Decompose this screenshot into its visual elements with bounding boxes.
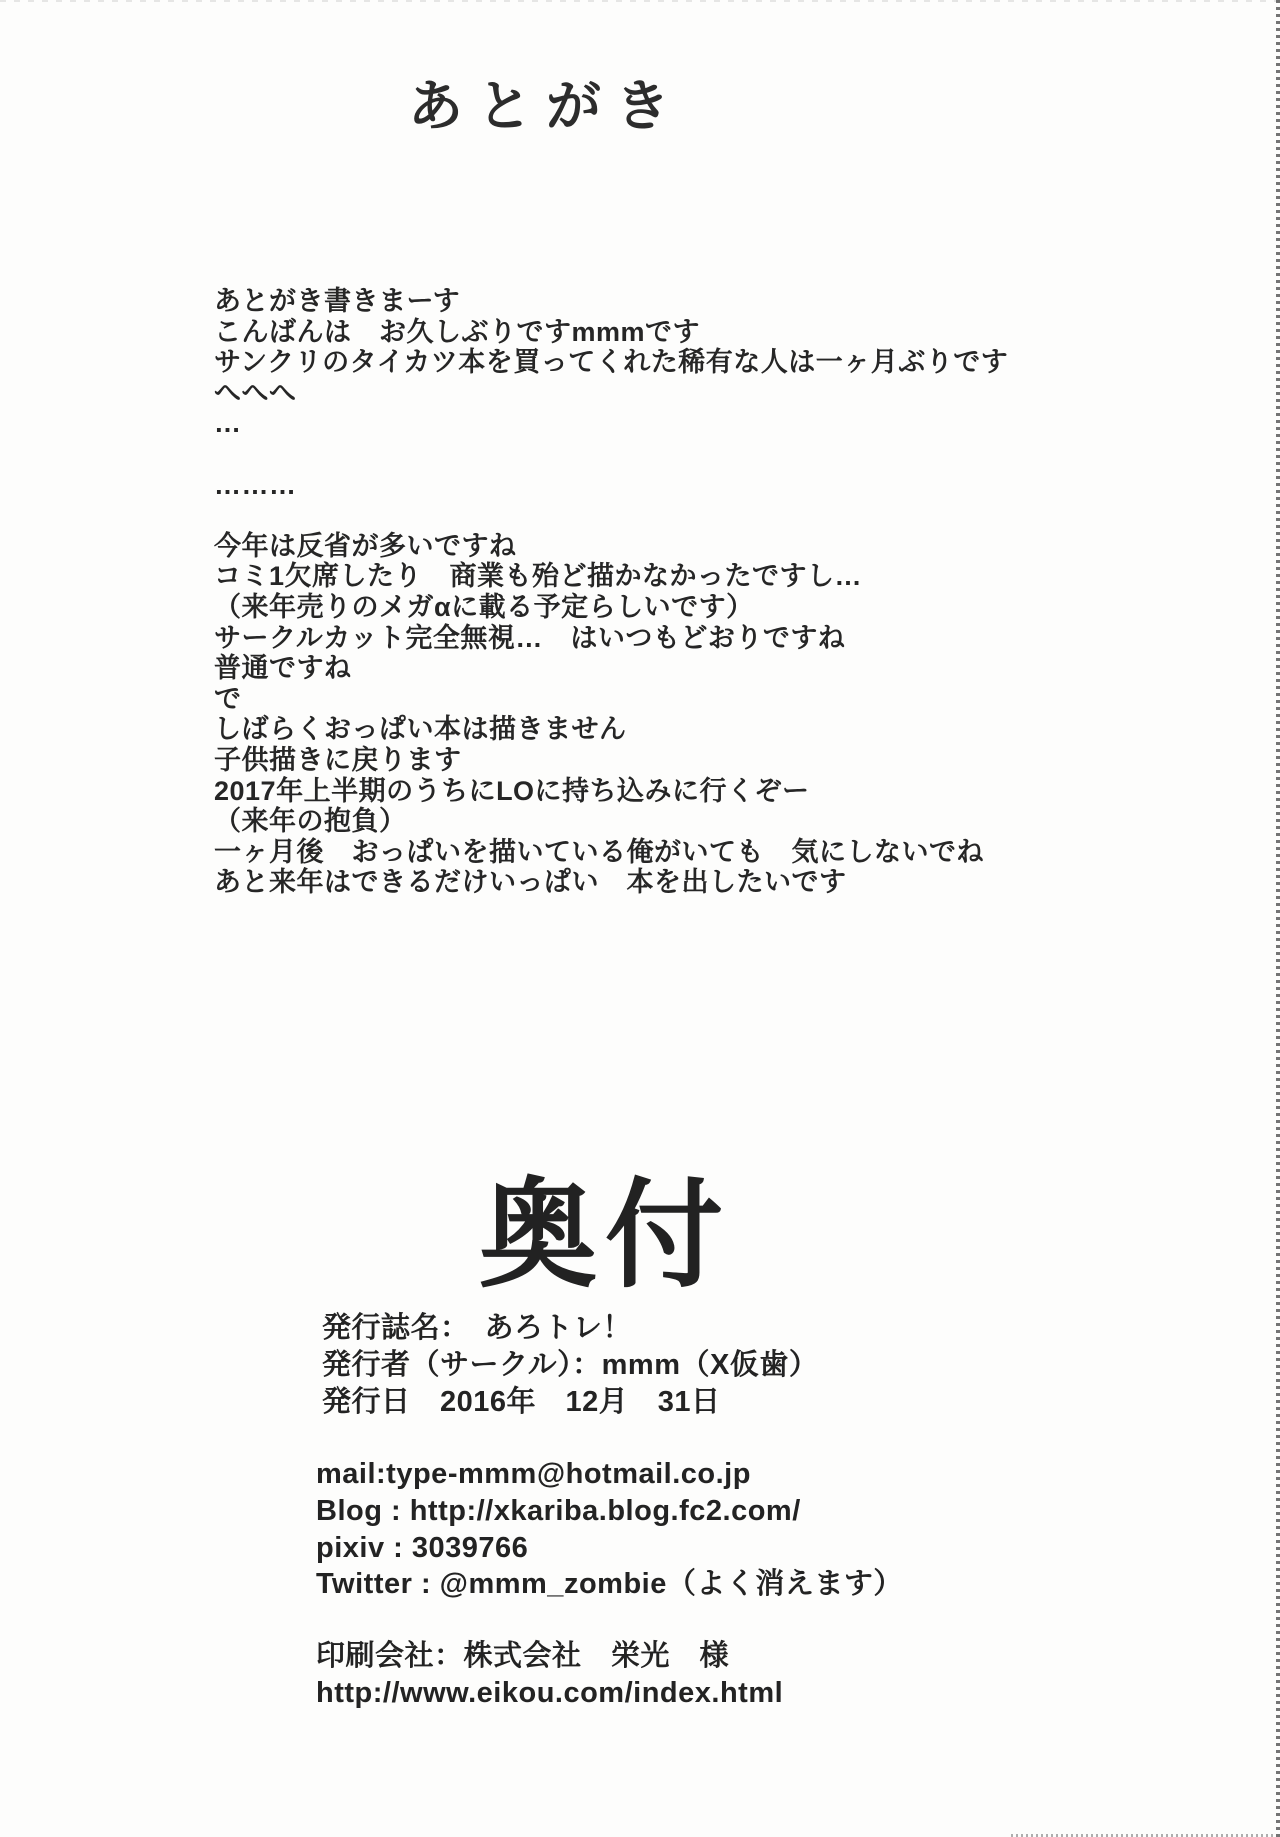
colophon-contact-line: pixiv : 3039766 [316,1531,529,1564]
afterword-line: こんばんは お久しぶりですmmmです [214,316,701,347]
colophon-contact-line: Twitter : @mmm_zombie（よく消えます） [316,1568,903,1601]
afterword-line: サークルカット完全無視… はいつもどおりですね [214,622,846,653]
colophon-printer-line: http://www.eikou.com/index.html [316,1677,784,1709]
colophon-contact-line: Blog : http://xkariba.blog.fc2.com/ [316,1494,801,1527]
afterword-line: で [214,683,242,714]
afterword-line: あとがき書きまーす [214,286,461,316]
colophon-title: 奥付 [478,1170,731,1302]
afterword-line: 普通ですね [214,653,352,684]
afterword-line: しばらくおっぱい本は描きません [214,714,627,745]
colophon-printer-info [316,1638,783,1712]
scan-edge-top-artifact [0,0,1280,2]
afterword-line: （来年売りのメガαに載る予定らしいです） [214,591,754,622]
colophon-contact-line: mail:type-mmm@hotmail.co.jp [316,1458,751,1490]
afterword-title: あとがき [407,73,684,138]
colophon-printer-line: 印刷会社：株式会社 栄光 様 [316,1640,730,1672]
afterword-line: 一ヶ月後 おっぱいを描いている俺がいても 気にしないでね [214,836,984,867]
afterword-line [214,439,1008,470]
afterword-line: ……… [214,469,297,500]
afterword-line: あと来年はできるだけいっぱい 本を出したいです [214,867,847,898]
afterword-body [214,286,1008,898]
afterword-line: … [214,408,242,439]
afterword-line: （来年の抱負） [214,806,407,837]
colophon-publication-line: 発行誌名： あろトレ！ [322,1312,633,1344]
afterword-line: 今年は反省が多いですね [214,530,517,561]
colophon-publication-info [322,1310,818,1420]
colophon-publication-line: 発行日 2016年 12月 31日 [322,1385,721,1418]
afterword-line: コミ1欠席したり 商業も殆ど描かなかったですし… [214,561,863,592]
afterword-line: 2017年上半期のうちにLOに持ち込みに行くぞー [214,775,810,806]
afterword-line: サンクリのタイカツ本を買ってくれた稀有な人は一ヶ月ぶりです [214,347,1009,378]
afterword-line: へへへ [214,377,297,408]
colophon-contact-info [316,1456,903,1603]
afterword-line [214,500,1008,531]
scan-edge-right-artifact [1276,0,1280,1837]
colophon-publication-line: 発行者（サークル）：mmm（X仮歯） [322,1348,819,1381]
afterword-line: 子供描きに戻ります [214,744,462,775]
